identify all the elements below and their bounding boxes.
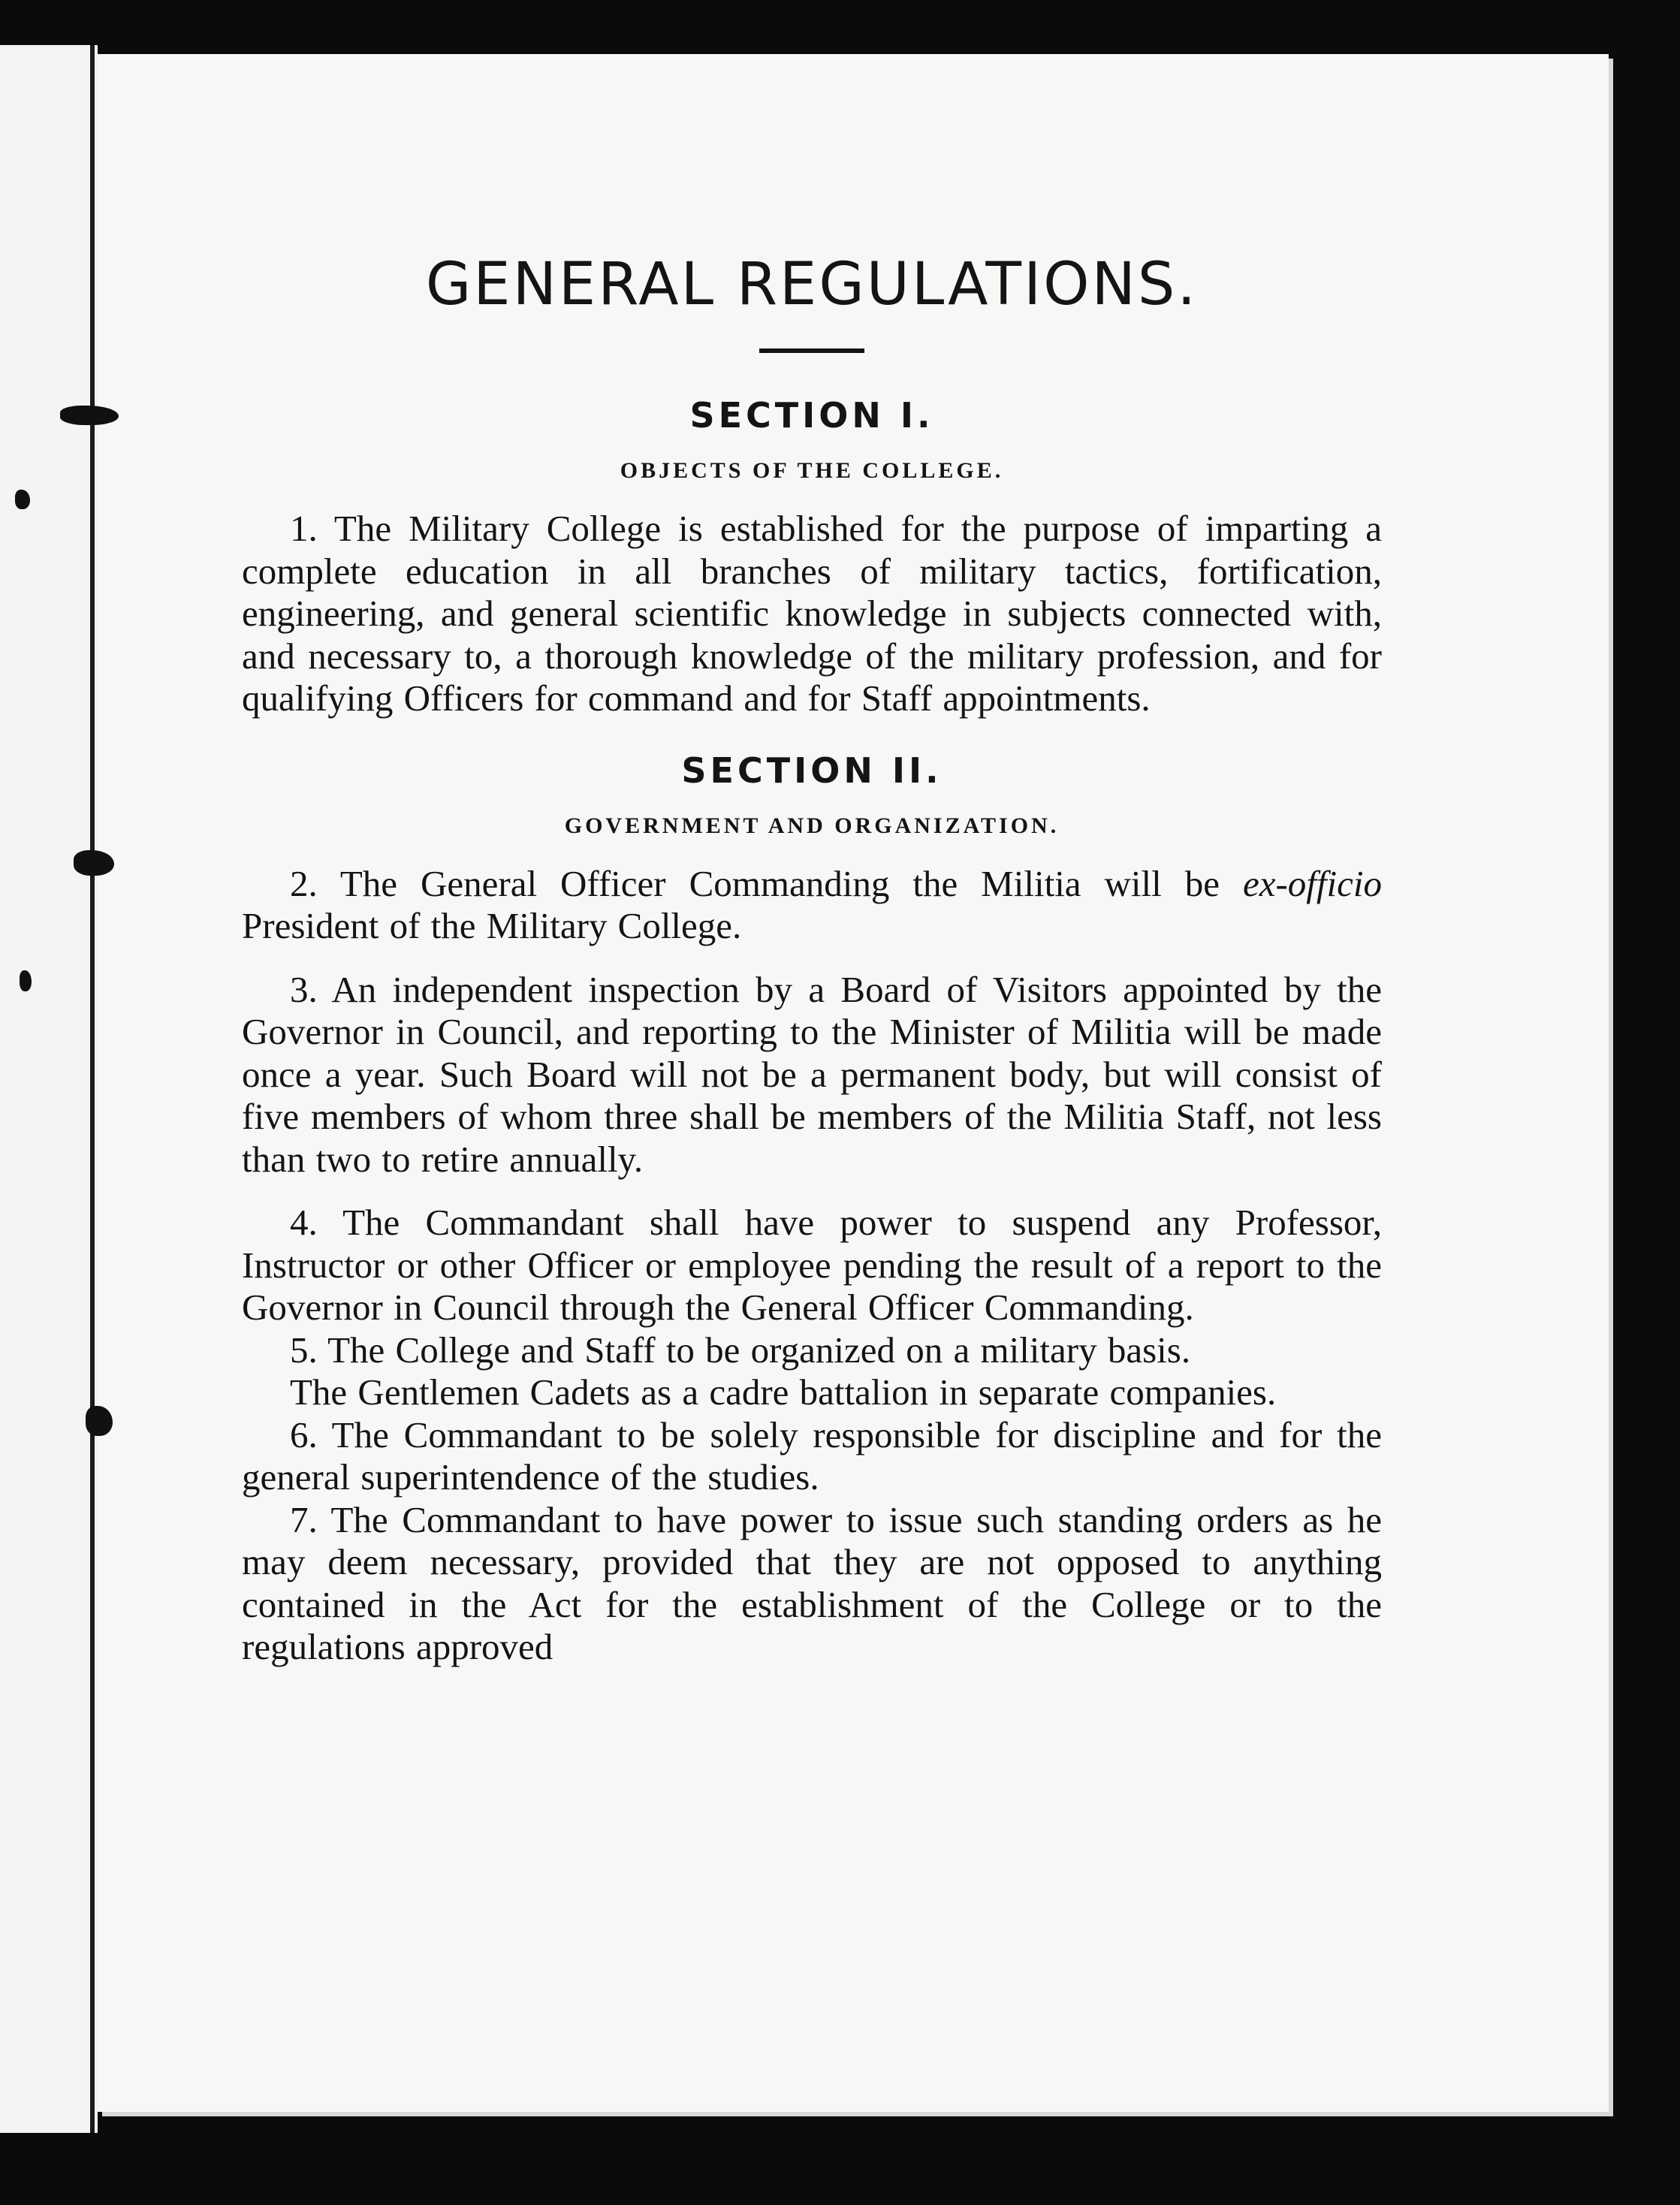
section-1-subheading: OBJECTS OF THE COLLEGE. — [620, 458, 1004, 483]
section-2-heading: SECTION II. — [681, 750, 943, 791]
page-title: GENERAL REGULATIONS. — [425, 251, 1199, 318]
paragraph-3: 3. An independent inspection by a Board of Visitors appointed by the Governor in Council, and reporting to the Minister of Militia will be made once a year. Such Board will not be a permanent body, but will consist of five members of whom three shall be members of the Militia Staff, not less than two to retire annually. — [242, 968, 1382, 1180]
binding-mark — [60, 406, 119, 425]
paragraph-2-end: President of the Military College. — [242, 905, 742, 946]
paragraph-5: 5. The College and Staff to be organized on a military basis. — [290, 1329, 1191, 1371]
page-gutter — [90, 45, 95, 2133]
section-2-subheading: GOVERNMENT AND ORGANIZATION. — [564, 813, 1060, 838]
section-1-heading: SECTION I. — [689, 395, 934, 436]
paragraph-1: 1. The Military College is established for the purpose of imparting a complete education in all branches of military tactics, fortification, engineering, and general scientific knowledge in subjects connected with, and necessary to, a thorough knowledge of the military profession, and for qualifying Officers for command and for Staff appointments. — [242, 508, 1382, 719]
binding-mark — [74, 850, 114, 876]
title-rule — [759, 348, 864, 353]
paragraph-2-italic: ex-officio — [1242, 862, 1383, 904]
paragraph-7: 7. The Commandant to have power to issue such standing orders as he may deem necessary, provided that they are not opposed to anything contained in the Act for the establishment of the College or to the regulations approved — [242, 1498, 1382, 1667]
paragraph-6: 6. The Commandant to be solely responsible for discipline and for the general superintendence of the studies. — [242, 1413, 1382, 1498]
paragraph-2-start: 2. The General Officer Commanding the Militia will be — [290, 862, 1220, 904]
paragraph-5-continued: The Gentlemen Cadets as a cadre battalion in separate companies. — [290, 1371, 1277, 1413]
binding-mark — [20, 970, 32, 991]
binding-mark — [86, 1406, 113, 1436]
facing-page-edge — [0, 45, 98, 2133]
binding-mark — [15, 490, 30, 509]
paragraph-2 — [242, 863, 1382, 948]
page-text — [242, 251, 1383, 1669]
paragraph-4: 4. The Commandant shall have power to suspend any Professor, Instructor or other Officer or employee pending the result of a report to the Governor in Council through the General Officer Commanding. — [242, 1202, 1382, 1328]
